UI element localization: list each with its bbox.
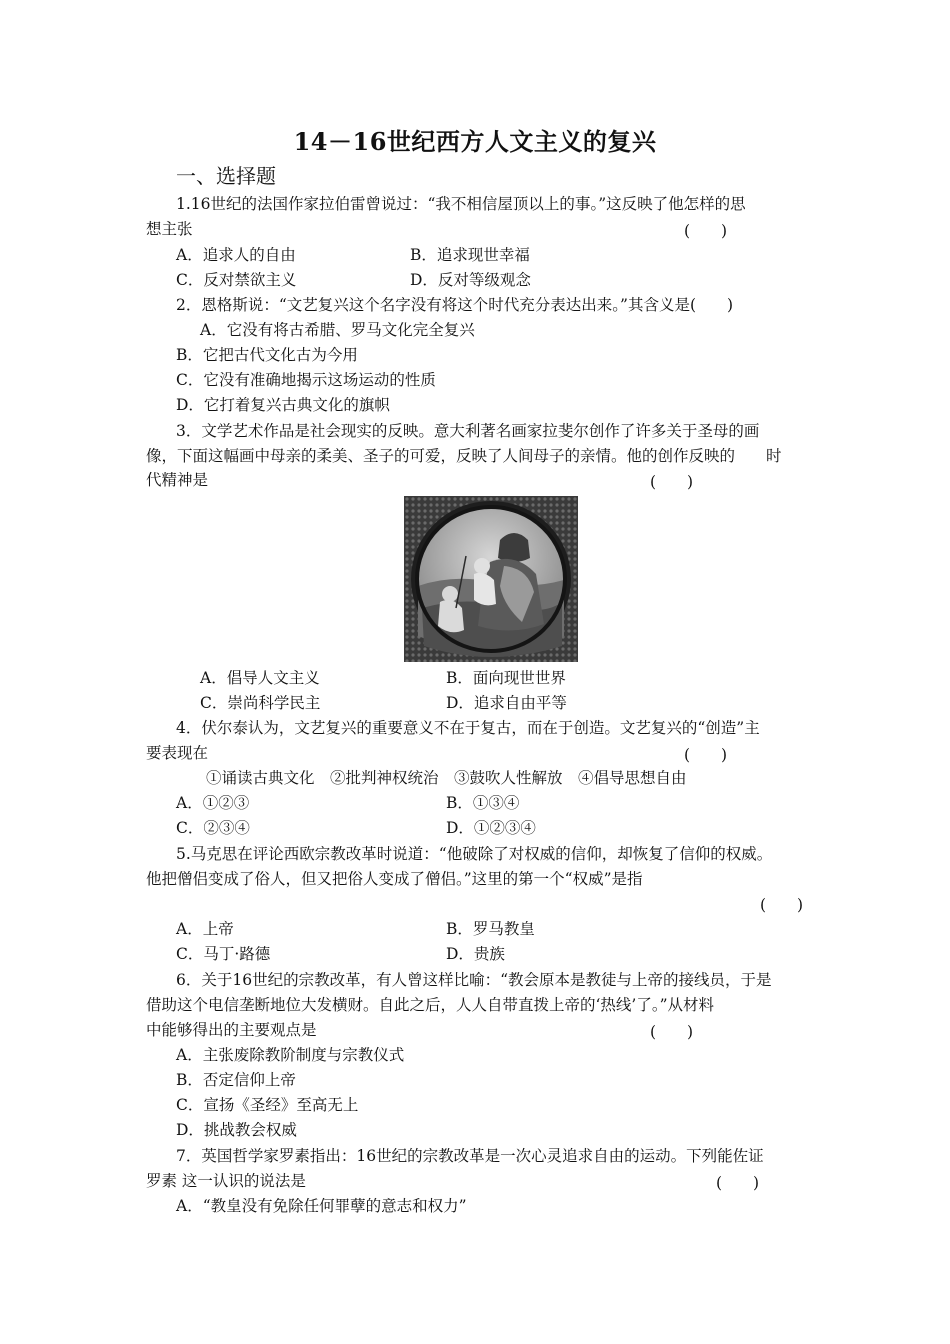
q2-option-d: D．它打着复兴古典文化的旗帜 xyxy=(176,396,390,414)
q1-option-d: D．反对等级观念 xyxy=(410,271,531,289)
q5-line1: 5.马克思在评论西欧宗教改革时说道：“他破除了对权威的信仰，却恢复了信仰的权威。 xyxy=(176,845,773,863)
q4-option-d: D．①②③④ xyxy=(446,819,536,837)
q1-option-b: B．追求现世幸福 xyxy=(410,246,530,264)
q3-line1: 3．文学艺术作品是社会现实的反映。意大利著名画家拉斐尔创作了许多关于圣母的画 xyxy=(176,422,760,440)
q3-option-c: C．崇尚科学民主 xyxy=(200,694,321,712)
q7-option-a: A．“教皇没有免除任何罪孽的意志和权力” xyxy=(176,1197,467,1215)
q6-line2: 借助这个电信垄断地位大发横财。自此之后，人人自带直拨上帝的‘热线’了。”从材料 xyxy=(146,996,715,1014)
q2-option-b: B．它把古代文化古为今用 xyxy=(176,346,358,364)
q4-line1: 4．伏尔泰认为，文艺复兴的重要意义不在于复古，而在于创造。文艺复兴的“创造”主 xyxy=(176,719,760,737)
q3-option-a: A．倡导人文主义 xyxy=(200,669,320,687)
q6-line3: 中能够得出的主要观点是 xyxy=(146,1021,317,1039)
q7-line2: 罗素 这一认识的说法是 xyxy=(146,1172,306,1190)
q3-option-d: D．追求自由平等 xyxy=(446,694,567,712)
q1-line2: 想主张 xyxy=(146,220,193,238)
q3-line2: 像，下面这幅画中母亲的柔美、圣子的可爱，反映了人间母子的亲情。他的创作反映的 时 xyxy=(146,447,782,465)
q4-answer-paren: ( ) xyxy=(684,746,728,764)
q2-option-a: A．它没有将古希腊、罗马文化完全复兴 xyxy=(200,321,475,339)
page-title: 14－16世纪西方人文主义的复兴 xyxy=(293,127,657,156)
q1-option-a: A．追求人的自由 xyxy=(176,246,296,264)
q5-option-a: A．上帝 xyxy=(176,920,234,938)
q7-line1: 7．英国哲学家罗素指出：16世纪的宗教改革是一次心灵追求自由的运动。下列能佐证 xyxy=(176,1147,764,1165)
q6-line1: 6．关于16世纪的宗教改革，有人曾这样比喻：“教会原本是教徒与上帝的接线员，于是 xyxy=(176,971,772,989)
q3-line3: 代精神是 xyxy=(146,471,209,489)
q5-option-d: D．贵族 xyxy=(446,945,505,963)
q6-option-c: C．宣扬《圣经》至高无上 xyxy=(176,1096,359,1114)
q1-option-c: C．反对禁欲主义 xyxy=(176,271,297,289)
section-heading: 一、选择题 xyxy=(176,164,276,188)
q4-line2: 要表现在 xyxy=(146,744,209,762)
q4-option-a: A．①②③ xyxy=(176,794,250,812)
q3-answer-paren: ( ) xyxy=(650,473,694,491)
q5-option-c: C．马丁·路德 xyxy=(176,945,271,963)
q5-option-b: B．罗马教皇 xyxy=(446,920,535,938)
q4-option-c: C．②③④ xyxy=(176,819,250,837)
q2-line1: 2．恩格斯说：“文艺复兴这个名字没有将这个时代充分表达出来。”其含义是( ) xyxy=(176,296,734,314)
q6-option-d: D．挑战教会权威 xyxy=(176,1121,297,1139)
q6-option-a: A．主张废除教阶制度与宗教仪式 xyxy=(176,1046,405,1064)
madonna-painting-image xyxy=(404,496,578,662)
q4-statements: ①诵读古典文化 ②批判神权统治 ③鼓吹人性解放 ④倡导思想自由 xyxy=(206,769,687,787)
q2-option-c: C．它没有准确地揭示这场运动的性质 xyxy=(176,371,436,389)
q1-line1: 1.16世纪的法国作家拉伯雷曾说过：“我不相信屋顶以上的事。”这反映了他怎样的思 xyxy=(176,195,746,213)
q5-answer-paren: ( ) xyxy=(760,896,804,914)
q7-answer-paren: ( ) xyxy=(716,1174,760,1192)
q3-option-b: B．面向现世世界 xyxy=(446,669,566,687)
q6-answer-paren: ( ) xyxy=(650,1023,694,1041)
q1-answer-paren: ( ) xyxy=(684,222,728,240)
q4-option-b: B．①③④ xyxy=(446,794,520,812)
q6-option-b: B．否定信仰上帝 xyxy=(176,1071,296,1089)
q5-line2: 他把僧侣变成了俗人，但又把俗人变成了僧侣。”这里的第一个“权威”是指 xyxy=(146,870,643,888)
